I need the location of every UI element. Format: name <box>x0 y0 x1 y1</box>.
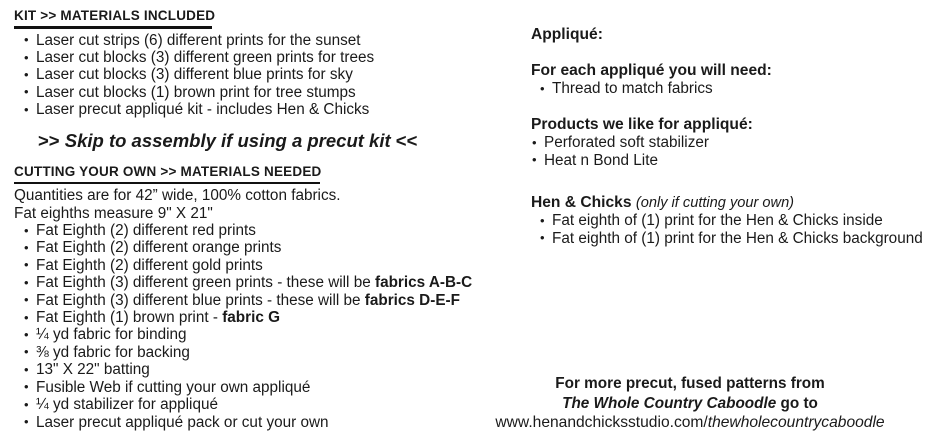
list-item: • Fusible Web if cutting your own appliqué <box>14 379 474 396</box>
cutting-your-own-section <box>14 164 474 431</box>
list-item: • ⅜ yd fabric for backing <box>14 344 474 361</box>
skip-note-right-arrows: << <box>395 129 418 151</box>
list-item-emphasis: fabrics D-E-F <box>364 291 460 309</box>
list-item-text: Fat Eighth (2) different orange prints <box>36 239 282 257</box>
for-each-applique-heading: For each appliqué you will need: <box>531 62 772 79</box>
kit-materials-list <box>14 32 474 119</box>
kit-materials-section <box>14 8 474 152</box>
footer-url-path: thewholecountrycaboodle <box>707 414 885 432</box>
list-item <box>14 274 474 291</box>
spacer <box>531 97 931 116</box>
products-we-like-list <box>531 134 931 169</box>
list-item-emphasis: fabric G <box>222 309 280 327</box>
for-each-applique-list <box>531 80 931 97</box>
skip-note-text: Skip to assembly if using a precut kit <box>64 129 391 151</box>
footer-line-2-tail: go to <box>776 394 818 412</box>
footer-line-1: For more precut, fused patterns from <box>555 375 825 392</box>
hen-and-chicks-title: Hen & Chicks <box>531 194 632 212</box>
list-item <box>14 292 474 309</box>
list-item <box>14 309 474 326</box>
list-item: • Fat eighth of (1) print for the Hen & Chicks inside <box>531 212 931 229</box>
cutting-materials-list <box>14 222 474 431</box>
list-item: • Laser precut appliqué pack or cut your own <box>14 414 474 431</box>
spacer <box>531 169 931 194</box>
list-item-text: Fat Eighth (2) different red prints <box>36 222 256 240</box>
applique-title: Appliqué: <box>531 26 603 43</box>
list-item <box>14 257 474 274</box>
list-item: • Laser cut blocks (3) different blue prints for sky <box>14 66 474 83</box>
list-item <box>14 239 474 256</box>
list-item: • Laser cut blocks (1) brown print for tree stumps <box>14 84 474 101</box>
list-item: • 13" X 22" batting <box>14 361 474 378</box>
cutting-heading-rule <box>14 182 320 185</box>
list-item: • Laser cut blocks (3) different green prints for trees <box>14 49 474 66</box>
quantities-note-line-2: Fat eighths measure 9" X 21" <box>14 204 213 222</box>
kit-materials-heading: KIT >> MATERIALS INCLUDED <box>14 8 216 23</box>
footer-url[interactable] <box>440 413 940 433</box>
list-item <box>14 222 474 239</box>
skip-note-left-arrows: >> <box>38 129 60 151</box>
list-item-text: Fat Eighth (3) different green prints - these will be <box>36 274 375 292</box>
footer-line-2 <box>440 394 940 414</box>
list-item: • Thread to match fabrics <box>531 80 931 97</box>
products-we-like-heading: Products we like for appliqué: <box>531 116 753 134</box>
spacer <box>531 44 931 62</box>
left-column <box>14 8 474 431</box>
list-item-text: Fat Eighth (2) different gold prints <box>36 256 263 274</box>
footer-url-domain: www.henandchicksstudio.com/ <box>495 414 708 432</box>
list-item: • Laser cut strips (6) different prints for the sunset <box>14 32 474 49</box>
list-item: • Fat eighth of (1) print for the Hen & Chicks background <box>531 230 931 247</box>
footer-promo <box>440 374 940 433</box>
list-item: • Perforated soft stabilizer <box>531 134 931 151</box>
list-item: • Laser precut appliqué kit - includes Hen & Chicks <box>14 101 474 118</box>
list-item-text: Fat Eighth (1) brown print - <box>36 309 223 327</box>
list-item: • Heat n Bond Lite <box>531 152 931 169</box>
hen-and-chicks-note: (only if cutting your own) <box>635 195 795 212</box>
quantities-note-line-1: Quantities are for 42” wide, 100% cotton fabrics. <box>14 187 341 205</box>
list-item-text: Fat Eighth (3) different blue prints - these will be <box>36 291 365 309</box>
list-item-emphasis: fabrics A-B-C <box>374 274 473 292</box>
hen-and-chicks-list <box>531 212 931 247</box>
hen-and-chicks-heading <box>531 194 931 212</box>
footer-brand-name: The Whole Country Caboodle <box>562 394 777 412</box>
skip-to-assembly-note <box>14 130 474 152</box>
kit-heading-rule <box>14 26 212 29</box>
right-column <box>531 26 931 247</box>
list-item: • ¼ yd stabilizer for appliqué <box>14 396 474 413</box>
cutting-your-own-heading: CUTTING YOUR OWN >> MATERIALS NEEDED <box>14 163 322 179</box>
list-item: • ¼ yd fabric for binding <box>14 326 474 343</box>
